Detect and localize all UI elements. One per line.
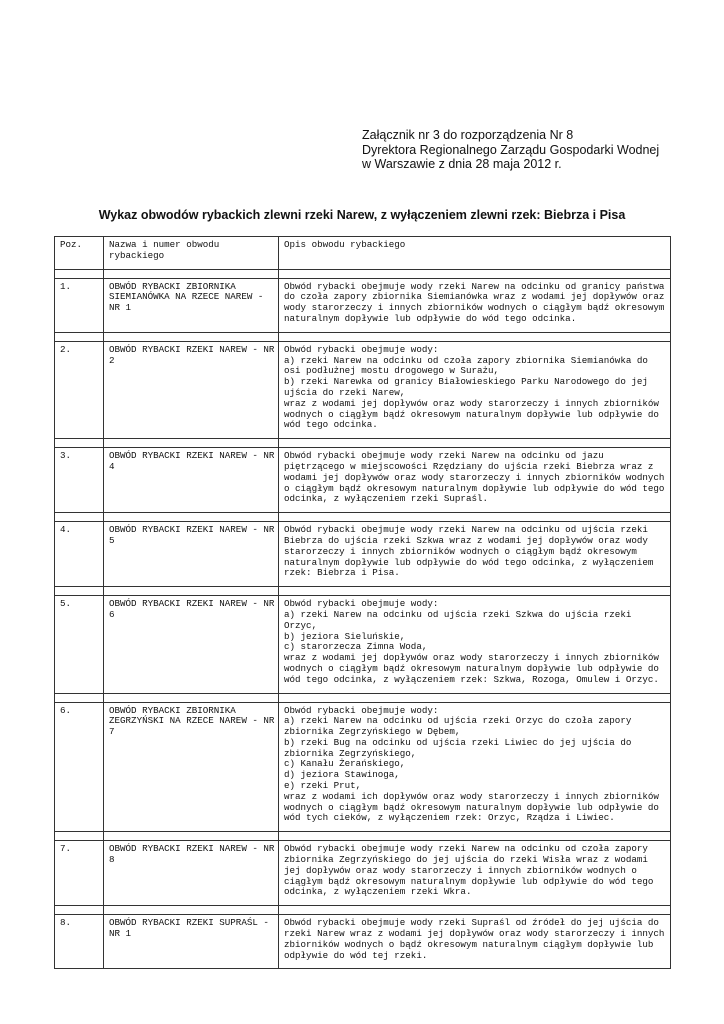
table-gap-row: [55, 832, 671, 841]
document-header: [362, 128, 702, 172]
row-name: OBWÓD RYBACKI RZEKI NAREW - NR 8: [104, 841, 279, 906]
header-line-3: w Warszawie z dnia 28 maja 2012 r.: [362, 157, 562, 171]
row-desc: Obwód rybacki obejmuje wody rzeki Narew na odcinku od czoła zapory zbiornika Zegrzyńskiego do jej ujścia do rzeki Wisła wraz z wodami jej dopływów oraz wody starorzeczy i innych zbiorników wodnych o ciągłym bądź okresowym naturalnym dopływie lub odpływie do wód tego odcinka, z wyłączeniem rzeki Wkra.: [279, 841, 671, 906]
row-desc: Obwód rybacki obejmuje wody rzeki Narew na odcinku od jazu piętrzącego w miejscowości Rzędziany do ujścia rzeki Biebrza wraz z wodami jej dopływów oraz wody starorzeczy i innych zbiorników wodnych o ciągłym bądź okresowym naturalnym dopływie lub odpływie do wód tego odcinka, z wyłączeniem rzeki Supraśl.: [279, 448, 671, 513]
table-gap-row: [55, 439, 671, 448]
row-poz: 5.: [55, 596, 104, 693]
header-line-2: Dyrektora Regionalnego Zarządu Gospodarki Wodnej: [362, 142, 660, 157]
table-row: [55, 278, 671, 332]
row-name: OBWÓD RYBACKI RZEKI NAREW - NR 5: [104, 522, 279, 587]
table-gap-row: [55, 906, 671, 915]
document-title: Wykaz obwodów rybackich zlewni rzeki Narew, z wyłączeniem zlewni rzek: Biebrza i Pisa: [98, 208, 626, 222]
table-row: [55, 841, 671, 906]
row-name: OBWÓD RYBACKI ZBIORNIKA ZEGRZYŃSKI NA RZECE NAREW - NR 7: [104, 702, 279, 832]
table-row: [55, 596, 671, 693]
header-cell-desc: Opis obwodu rybackiego: [279, 237, 671, 270]
table-gap-row: [55, 269, 671, 278]
table-row: [55, 341, 671, 438]
header-cell-poz: Poz.: [55, 237, 104, 270]
row-poz: 3.: [55, 448, 104, 513]
row-name: OBWÓD RYBACKI ZBIORNIKA SIEMIANÓWKA NA RZECE NAREW - NR 1: [104, 278, 279, 332]
row-name: OBWÓD RYBACKI RZEKI NAREW - NR 4: [104, 448, 279, 513]
row-poz: 4.: [55, 522, 104, 587]
fishing-districts-table: [54, 236, 671, 969]
row-name: OBWÓD RYBACKI RZEKI SUPRAŚL - NR 1: [104, 915, 279, 969]
row-poz: 7.: [55, 841, 104, 906]
row-name: OBWÓD RYBACKI RZEKI NAREW - NR 2: [104, 341, 279, 438]
header-cell-name: Nazwa i numer obwodu rybackiego: [104, 237, 279, 270]
row-poz: 2.: [55, 341, 104, 438]
table-row: [55, 522, 671, 587]
row-desc: Obwód rybacki obejmuje wody rzeki Supraśl od źródeł do jej ujścia do rzeki Narew wraz z wodami jej dopływów oraz wody starorzeczy i innych zbiorników wodnych o bądź okresowym naturalnym ciągłym dopływie lub odpływie do wód tej rzeki.: [279, 915, 671, 969]
table-row: [55, 702, 671, 832]
table-gap-row: [55, 693, 671, 702]
table-gap-row: [55, 587, 671, 596]
row-desc: Obwód rybacki obejmuje wody: a) rzeki Narew na odcinku od czoła zapory zbiornika Siemianówka do osi podłużnej mostu drogowego w Surażu, b) rzeki Narewka od granicy Białowieskiego Parku Narodowego do jej ujścia do rzeki Narew, wraz z wodami jej dopływów oraz wody starorzeczy i innych zbiorników wodnych o ciągłym bądź okresowym naturalnym dopływie lub odpływie do wód tego odcinka.: [279, 341, 671, 438]
header-line-1: Załącznik nr 3 do rozporządzenia Nr 8: [362, 128, 574, 142]
table-gap-row: [55, 332, 671, 341]
row-desc: Obwód rybacki obejmuje wody: a) rzeki Narew na odcinku od ujścia rzeki Orzyc do czoła zapory zbiornika Zegrzyńskiego w Dębem, b) rzeki Bug na odcinku od ujścia rzeki Liwiec do jej ujścia do zbiornika Zegrzyńskiego, c) Kanału Żerańskiego, d) jeziora Stawinoga, e) rzeki Prut, wraz z wodami ich dopływów oraz wody starorzeczy i innych zbiorników wodnych o ciągłym bądź okresowym naturalnym dopływie lub odpływie do wód tych cieków, z wyłączeniem rzek: Orzyc, Rządza i Liwiec.: [279, 702, 671, 832]
row-desc: Obwód rybacki obejmuje wody rzeki Narew na odcinku od ujścia rzeki Biebrza do ujścia rzeki Szkwa wraz z wodami jej dopływów oraz wody starorzeczy i innych zbiorników wodnych o ciągłym bądź okresowym naturalnym dopływie lub odpływie do wód tego odcinka, z wyłączeniem rzek: Biebrza i Pisa.: [279, 522, 671, 587]
table-header-row: [55, 237, 671, 270]
row-desc: Obwód rybacki obejmuje wody rzeki Narew na odcinku od granicy państwa do czoła zapory zbiornika Siemianówka wraz z wodami jej dopływów oraz wody starorzeczy i innych zbiorników wodnych o ciągłym bądź okresowym naturalnym dopływie lub odpływie do wód tego odcinka.: [279, 278, 671, 332]
table-gap-row: [55, 513, 671, 522]
row-poz: 8.: [55, 915, 104, 969]
row-name: OBWÓD RYBACKI RZEKI NAREW - NR 6: [104, 596, 279, 693]
table-row: [55, 915, 671, 969]
row-desc: Obwód rybacki obejmuje wody: a) rzeki Narew na odcinku od ujścia rzeki Szkwa do ujścia rzeki Orzyc, b) jeziora Sieluńskie, c) starorzecza Zimna Woda, wraz z wodami jej dopływów oraz wody starorzeczy i innych zbiorników wodnych o ciągłym bądź okresowym naturalnym dopływie lub odpływie do wód tego odcinka, z wyłączeniem rzek: Szkwa, Rozoga, Omulew i Orzyc.: [279, 596, 671, 693]
row-poz: 1.: [55, 278, 104, 332]
table-row: [55, 448, 671, 513]
row-poz: 6.: [55, 702, 104, 832]
